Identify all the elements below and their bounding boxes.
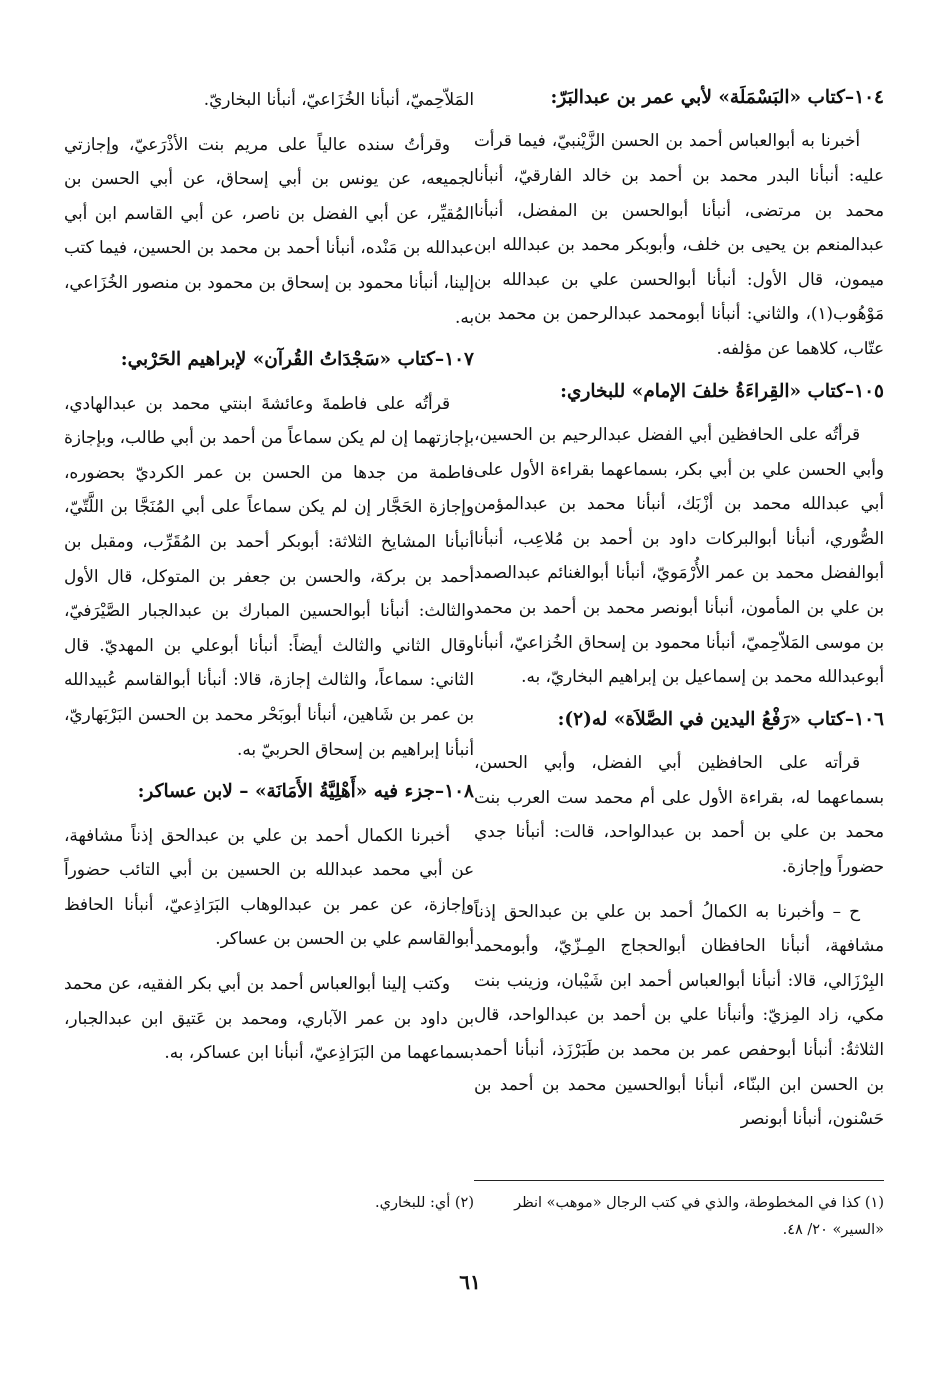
page-number: ٦١ bbox=[459, 1270, 481, 1294]
entry-heading-105: ١٠٥–كتاب «القِراءَةُ خلفَ الإمام» للبخاري: bbox=[560, 380, 884, 402]
entry-text-104: أخبرنا به أبوالعباس أحمد بن الحسن الزَّيْنبيّ، فيما قرأت عليه: أنبأنا البدر محمد بن أحمد بن خالد الفارقيّ، أنبأنا محمد بن مرتضى، أنبأنا أبوالحسن بن المفضل، أنبأنا عبدالمنعم بن يحيى بن خلف، وأبوبكر محمد بن عبدالله ابن ميمون، قال الأول: أنبأنا أبوالحسن علي بن عبدالله بن مَوْهُوب(١)، والثاني: أنبأنا أبومحمد عبدالرحمن بن محمد بن عتّاب، كلاهما عن مؤلفه. bbox=[474, 130, 884, 358]
left-column bbox=[64, 82, 474, 1080]
continued-text: المَلاّحِميّ، أنبأنا الخُزَاعيّ، أنبأنا البخاريّ. bbox=[203, 89, 474, 109]
right-column bbox=[474, 82, 884, 1146]
footnote-1: (١) كذا في المخطوطة، والذي في كتب الرجال «موهب» انظر «السير» ٢٠/ ٤٨. bbox=[514, 1195, 884, 1238]
entry-text-108-b: وكتب إلينا أبوالعباس أحمد بن أبي بكر الفقيه، عن محمد بن داود بن عمر الآباري، ومحمد بن عَتيق ابن عبدالجبار، بسماعهما من البَرَاذِعيّ، أنبأنا ابن عساكر، به. bbox=[64, 972, 474, 1063]
entry-heading-106: ١٠٦–كتاب «رَفْعُ اليدين في الصَّلاَة» له(٢): bbox=[557, 708, 884, 730]
entry-text-107: قرأتُه على فاطمةَ وعائشةَ ابنتي محمد بن عبدالهادي، بإجازتهما إن لم يكن سماعاً من أحمد بن أبي طالب، وبإجازة فاطمة من جدها من الحسن بن عمر الكرديّ بحضوره، وإجازة الحَجَّار إن لم يكن سماعاً على أبي المُنَجَّا بن اللَّتّيّ، أنبأنا المشايخ الثلاثة: أبوبكر أحمد بن المُقَرِّب، ومقبل بن أحمد بن بركة، والحسن بن جعفر بن المتوكل، قال الأول والثالث: أنبأنا أبوالحسين المبارك بن عبدالجبار الصَّيْرَفيّ، وقال الثاني والثالث أيضاً: أنبأنا أبوعلي بن المهديّ. قال الثاني: سماعاً، والثالث إجازة، قالا: أنبأنا أبوالقاسم عُبيدالله بن عمر بن شَاهين، أنبأنا أبوبَحْر محمد بن الحسن البَرْبَهاريّ، أنبأنا إبراهيم بن إسحاق الحربيّ به. bbox=[64, 392, 474, 759]
entry-text-106-a: قرأته على الحافظين أبي الفضل، وأبي الحسن، بسماعهما له، بقراءة الأول على أم محمد ست العرب بنت محمد بن علي بن أحمد بن عبدالواحد، قالت: أنبأنا جدي حضوراً وإجازة. bbox=[474, 752, 884, 876]
continued-text-2: وقرأتُ سنده عالياً على مريم بنت الأذْرَعيّ، وإجازتي لجميعه، عن يونس بن أبي إسحاق، عن أبي الحسن بن المُقيِّر، عن أبي الفضل بن ناصر، عن أبي القاسم ابن أبي عبدالله بن مَنْده، أنبأنا أحمد بن محمد بن الحسين، فيما كتب إلينا، أنبأنا محمود بن إسحاق بن محمود بن منصور الخُزَاعي، به. bbox=[64, 133, 474, 327]
entry-heading-107: ١٠٧–كتاب «سَجْدَاتُ القُرآن» لإبراهيم الحَرْبي: bbox=[120, 349, 474, 371]
entry-heading-104: ١٠٤–كتاب «البَسْمَلَة» لأبي عمر بن عبدالبَرّ: bbox=[550, 87, 884, 108]
entry-heading-108: ١٠٨–جزء فيه «أَهْلِيَّةُ الأَمَانَة» – لابن عساكر: bbox=[137, 781, 474, 803]
entry-text-106-b: ح – وأخبرنا به الكمالُ أحمد بن علي بن عبدالحق إذناً مشافهة، أنبأنا الحافظان أبوالحجاج المِـزّيّ، وأبومحمد البِرْزَالي، قالا: أنبأنا أبوالعباس أحمد ابن شَيْبان، وزينب بنت مكي، زاد المِزيّ: وأنبأنا علي بن أحمد بن عبدالواحد، قال الثلاثةُ: أنبأنا أبوحفص عمر بن محمد بن طَبَرْزَذ، أنبأنا أحمد بن الحسن ابن البنّاء، أنبأنا أبوالحسين محمد بن أحمد بن حَسْنون، أنبأنا أبونصر bbox=[474, 900, 884, 1129]
entry-text-105: قرأتُه على الحافظين أبي الفضل عبدالرحيم بن الحسين، وأبي الحسن علي بن أبي بكر، بسماعهما بقراءة الأول على أبي عبدالله محمد بن أزْبَك، أنبأنا محمد بن عبدالمؤمن الصُّوري، أنبأنا أبوالبركات داود بن أحمد بن مُلاعِب، أنبأنا أبوالفضل محمد بن عمر الأُرْمَويّ، أنبأنا أبوالغنائم عبدالصمد بن علي بن المأمون، أنبأنا أبونصر محمد بن أحمد بن محمد بن موسى المَلاّحِميّ، أنبأنا محمود بن إسحاق الخُزاعيّ، أنبأنا أبوعبدالله محمد بن إسماعيل بن إبراهيم البخاريّ، به. bbox=[474, 424, 884, 687]
footnote-2: (٢) أي: للبخاري. bbox=[375, 1195, 474, 1211]
footnote-divider bbox=[474, 1180, 884, 1181]
entry-text-108-a: أخبرنا الكمال أحمد بن علي بن عبدالحق إذناً مشافهة، عن أبي محمد عبدالله بن الحسين بن أبي التائب حضوراً وإجازة، عن عمر بن عبدالوهاب البَرَاذِعيّ، أنبأنا الحافظ أبوالقاسم علي بن الحسن بن عساكر. bbox=[64, 824, 474, 949]
